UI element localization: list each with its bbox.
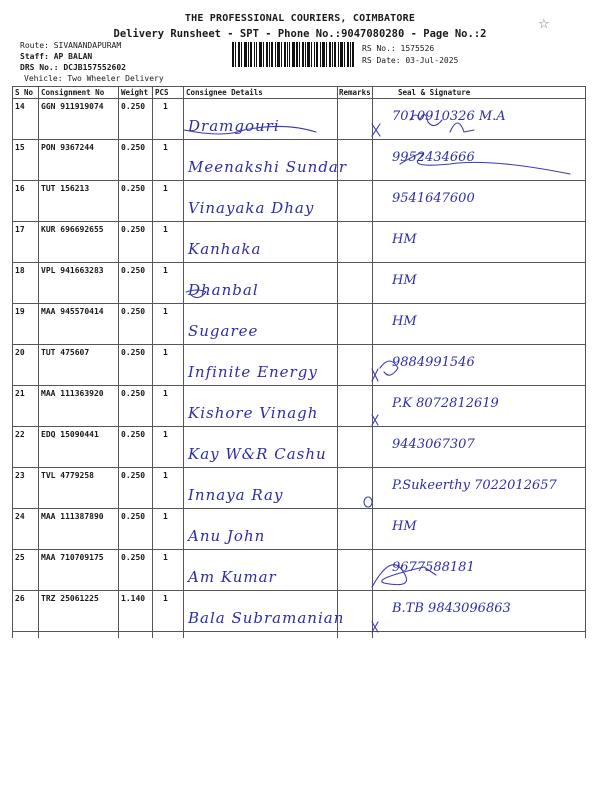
- cell-pcs: 1: [163, 102, 168, 111]
- cell-consignment: PON 9367244: [41, 143, 94, 152]
- consignee-handwriting: Am Kumar: [188, 568, 277, 586]
- consignee-handwriting: Innaya Ray: [188, 486, 284, 504]
- route-label: Route: SIVANANDAPURAM: [20, 41, 122, 50]
- consignee-handwriting: Infinite Energy: [188, 363, 318, 381]
- signature-handwriting: 9677588181: [392, 560, 475, 575]
- cell-consignment: GGN 911919074: [41, 102, 104, 111]
- star-mark-icon: ☆: [538, 17, 550, 32]
- signature-handwriting: HM: [392, 314, 417, 329]
- signature-handwriting: 9443067307: [392, 437, 475, 452]
- cell-sno: 17: [15, 225, 25, 234]
- signature-handwriting: HM: [392, 519, 417, 534]
- cell-weight: 0.250: [121, 430, 146, 439]
- consignee-handwriting: Bala Subramanian: [188, 609, 345, 627]
- cell-weight: 0.250: [121, 389, 146, 398]
- cell-weight: 0.250: [121, 512, 146, 521]
- cell-weight: 0.250: [121, 471, 146, 480]
- cell-consignment: TVL 4779258: [41, 471, 94, 480]
- cell-weight: 0.250: [121, 143, 146, 152]
- signature-handwriting: P.K 8072812619: [392, 396, 499, 411]
- cell-consignment: TUT 475607: [41, 348, 90, 357]
- consignee-handwriting: Dramgouri: [188, 117, 280, 135]
- cell-sno: 24: [15, 512, 25, 521]
- col-header-pcs: PCS: [155, 88, 169, 97]
- cell-sno: 15: [15, 143, 25, 152]
- cell-weight: 0.250: [121, 348, 146, 357]
- company-title: THE PROFESSIONAL COURIERS, COIMBATORE: [184, 13, 416, 24]
- cell-sno: 20: [15, 348, 25, 357]
- consignee-handwriting: Kay W&R Cashu: [188, 445, 327, 463]
- consignee-handwriting: Kishore Vinagh: [188, 404, 319, 422]
- cell-pcs: 1: [163, 184, 168, 193]
- col-header-weight: Weight: [121, 88, 149, 97]
- cell-weight: 0.250: [121, 102, 146, 111]
- cell-sno: 18: [15, 266, 25, 275]
- drs-label: DRS No.: DCJB157552602: [20, 63, 126, 72]
- cell-pcs: 1: [163, 512, 168, 521]
- cell-pcs: 1: [163, 471, 168, 480]
- cell-sno: 16: [15, 184, 25, 193]
- cell-pcs: 1: [163, 143, 168, 152]
- cell-sno: 19: [15, 307, 25, 316]
- consignee-handwriting: Vinayaka Dhay: [188, 199, 315, 217]
- signature-handwriting: 9952434666: [392, 150, 475, 165]
- cell-pcs: 1: [163, 266, 168, 275]
- cell-sno: 21: [15, 389, 25, 398]
- cell-weight: 1.140: [121, 594, 146, 603]
- cell-pcs: 1: [163, 553, 168, 562]
- col-header-consignment: Consignment No: [41, 88, 105, 97]
- cell-consignment: MAA 111387890: [41, 512, 104, 521]
- cell-consignment: TRZ 25061225: [41, 594, 99, 603]
- consignee-handwriting: Dhanbal: [188, 281, 259, 299]
- cell-consignment: KUR 696692655: [41, 225, 104, 234]
- signature-handwriting: B.TB 9843096863: [392, 601, 511, 616]
- cell-consignment: MAA 945570414: [41, 307, 104, 316]
- cell-pcs: 1: [163, 389, 168, 398]
- consignee-handwriting: Kanhaka: [188, 240, 262, 258]
- staff-label: Staff: AP BALAN: [20, 52, 93, 61]
- cell-pcs: 1: [163, 348, 168, 357]
- signature-handwriting: HM: [392, 232, 417, 247]
- cell-weight: 0.250: [121, 225, 146, 234]
- cell-sno: 14: [15, 102, 25, 111]
- cell-weight: 0.250: [121, 266, 146, 275]
- rs-number: RS No.: 1575526: [362, 44, 435, 53]
- cell-consignment: VPL 941663283: [41, 266, 104, 275]
- signature-handwriting: 9884991546: [392, 355, 475, 370]
- rs-date: RS Date: 03-Jul-2025: [362, 56, 459, 65]
- cell-consignment: MAA 111363920: [41, 389, 104, 398]
- cell-consignment: MAA 710709175: [41, 553, 104, 562]
- signature-handwriting: 9541647600: [392, 191, 475, 206]
- cell-pcs: 1: [163, 594, 168, 603]
- vehicle-label: Vehicle: Two Wheeler Delivery: [24, 74, 164, 83]
- cell-pcs: 1: [163, 430, 168, 439]
- signature-handwriting: 7010910326 M.A: [392, 109, 506, 124]
- col-header-sno: S No: [15, 88, 34, 97]
- cell-pcs: 1: [163, 307, 168, 316]
- cell-weight: 0.250: [121, 553, 146, 562]
- cell-sno: 23: [15, 471, 25, 480]
- consignee-handwriting: Meenakshi Sundar: [188, 158, 348, 176]
- cell-weight: 0.250: [121, 307, 146, 316]
- cell-sno: 26: [15, 594, 25, 603]
- col-header-remarks: Remarks: [339, 88, 371, 97]
- col-header-signature: Seal & Signature: [398, 88, 471, 97]
- cell-weight: 0.250: [121, 184, 146, 193]
- cell-consignment: TUT 156213: [41, 184, 90, 193]
- cell-consignment: EDQ 15090441: [41, 430, 99, 439]
- col-header-consignee: Consignee Details: [186, 88, 263, 97]
- consignee-handwriting: Sugaree: [188, 322, 259, 340]
- cell-sno: 22: [15, 430, 25, 439]
- cell-pcs: 1: [163, 225, 168, 234]
- cell-sno: 25: [15, 553, 25, 562]
- signature-handwriting: P.Sukeerthy 7022012657: [392, 478, 557, 493]
- signature-handwriting: HM: [392, 273, 417, 288]
- consignee-handwriting: Anu John: [188, 527, 266, 545]
- runsheet-title: Delivery Runsheet - SPT - Phone No.:9047080280 - Page No.:2: [113, 28, 487, 40]
